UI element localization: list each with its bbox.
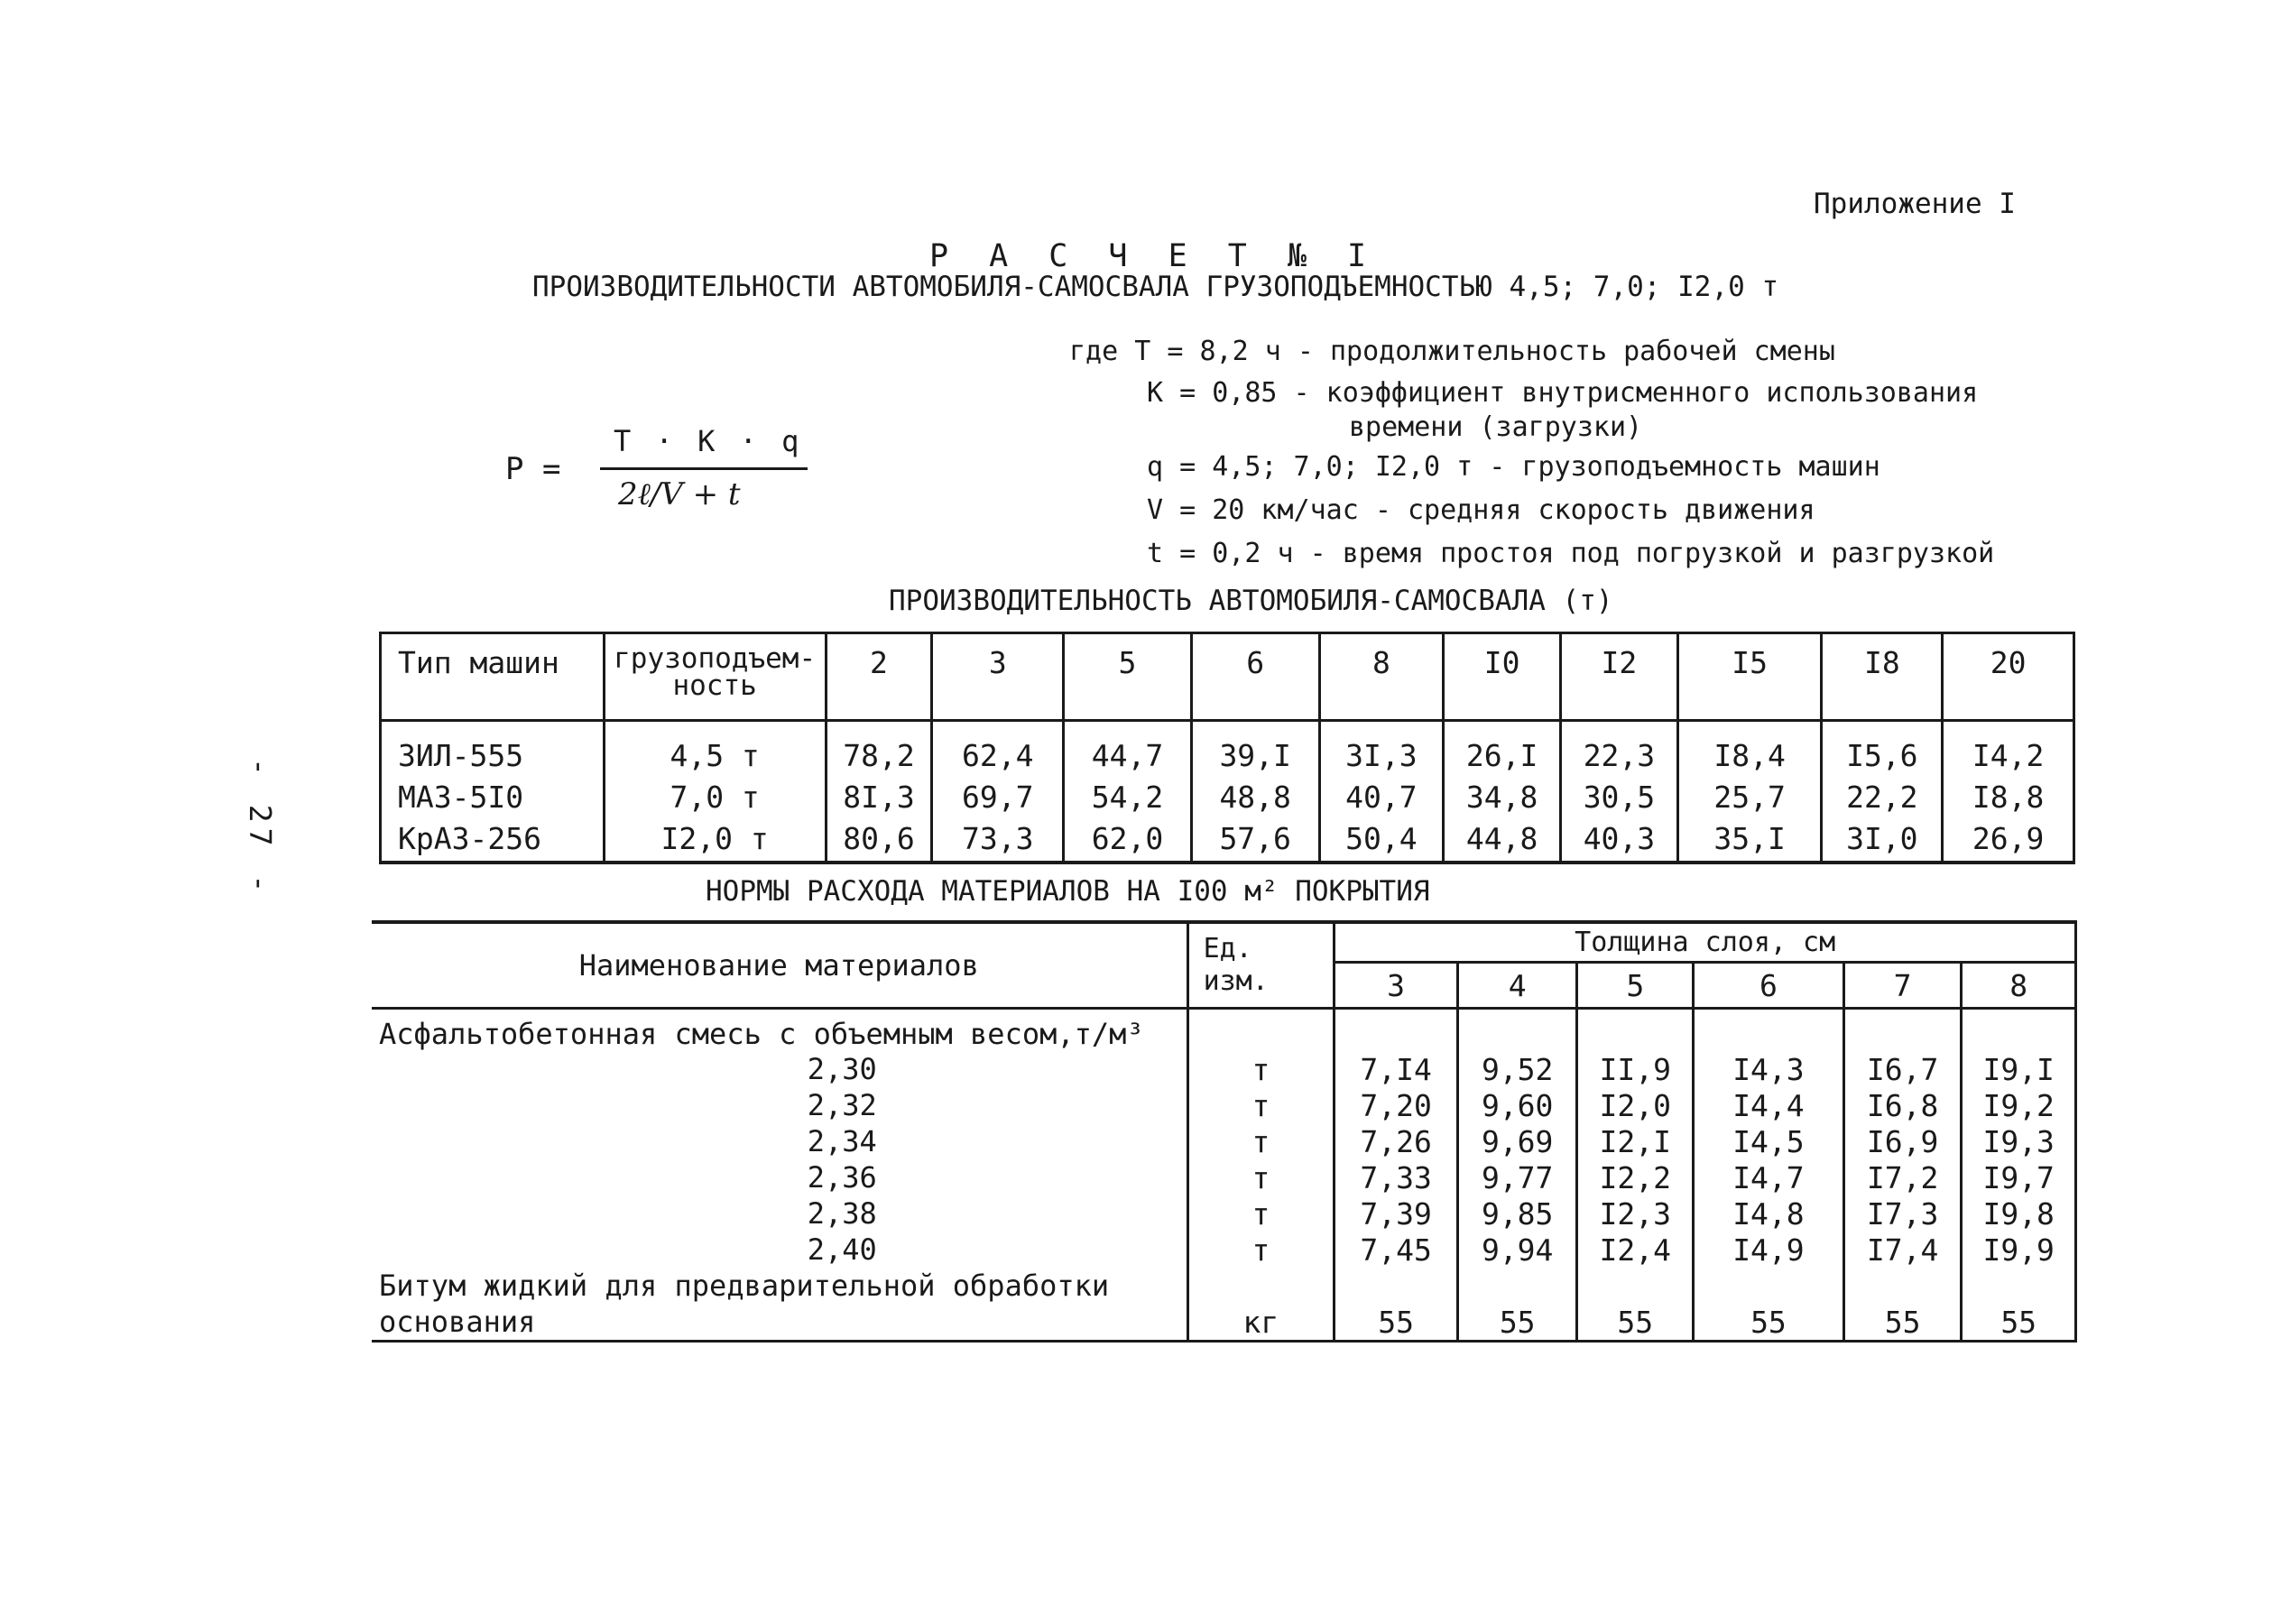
norm-cell: I6,8 bbox=[1843, 1087, 1962, 1123]
norm-cell: I6,9 bbox=[1843, 1123, 1962, 1159]
productivity-cell: 40,3 bbox=[1561, 817, 1678, 863]
table-row bbox=[381, 817, 2074, 863]
machine-capacity: I2,0 т bbox=[604, 817, 826, 863]
productivity-header-row bbox=[381, 633, 2074, 721]
table-row bbox=[381, 721, 2074, 777]
appendix-label: Приложение I bbox=[1814, 188, 2016, 220]
definition-q: q = 4,5; 7,0; I2,0 т - грузоподъемность машин bbox=[1147, 451, 1880, 483]
productivity-cell: 39,I bbox=[1191, 721, 1319, 777]
productivity-cell: 62,0 bbox=[1064, 817, 1192, 863]
materials-table-title: НОРМЫ РАСХОДА МАТЕРИАЛОВ НА I00 м² ПОКРЫТИЯ bbox=[706, 875, 1430, 908]
calc-title: Р А С Ч Е Т № I bbox=[929, 238, 1378, 274]
productivity-cell: I8,8 bbox=[1943, 776, 2074, 817]
productivity-cell: 35,I bbox=[1677, 817, 1822, 863]
formula-numerator: Т · К · q bbox=[614, 424, 803, 458]
header-distance: 8 bbox=[1319, 633, 1444, 721]
productivity-cell: 30,5 bbox=[1561, 776, 1678, 817]
productivity-cell: I5,6 bbox=[1822, 721, 1943, 777]
page-number: - 27 - bbox=[243, 758, 278, 899]
unit-cell: т bbox=[1187, 1087, 1335, 1123]
productivity-cell: 3I,0 bbox=[1822, 817, 1943, 863]
productivity-cell: 26,I bbox=[1444, 721, 1561, 777]
productivity-cell: I8,4 bbox=[1677, 721, 1822, 777]
norm-cell: 9,60 bbox=[1457, 1087, 1577, 1123]
norm-cell: I7,4 bbox=[1843, 1232, 1962, 1268]
header-distance: I5 bbox=[1677, 633, 1822, 721]
productivity-cell: 73,3 bbox=[932, 817, 1064, 863]
header-distance: 20 bbox=[1943, 633, 2074, 721]
bitumen-row-line1 bbox=[372, 1268, 2076, 1304]
thickness-value: 5 bbox=[1577, 963, 1694, 1009]
header-distance: 5 bbox=[1064, 633, 1192, 721]
norm-cell: I9,2 bbox=[1962, 1087, 2076, 1123]
asphalt-group-label: Асфальтобетонная смесь с объемным весом,т/м³ bbox=[379, 1017, 1144, 1051]
header-thickness: Толщина слоя, см bbox=[1335, 922, 2076, 963]
definition-K-cont: времени (загрузки) bbox=[1349, 411, 1643, 443]
definition-K: К = 0,85 - коэффициент внутрисменного использования bbox=[1147, 377, 1979, 409]
norm-cell: II,9 bbox=[1577, 1051, 1694, 1087]
formula-lhs: Р = bbox=[505, 451, 561, 487]
norm-cell: I4,4 bbox=[1694, 1087, 1844, 1123]
norm-cell: I9,8 bbox=[1962, 1195, 2076, 1232]
definition-t: t = 0,2 ч - время простоя под погрузкой и разгрузкой bbox=[1147, 538, 1995, 569]
fraction-bar bbox=[600, 467, 808, 470]
thickness-value: 6 bbox=[1694, 963, 1844, 1009]
table-row bbox=[381, 776, 2074, 817]
productivity-cell: 57,6 bbox=[1191, 817, 1319, 863]
machine-capacity: 7,0 т bbox=[604, 776, 826, 817]
unit-cell: т bbox=[1187, 1195, 1335, 1232]
header-capacity: грузоподъем- ность bbox=[604, 633, 826, 721]
norm-cell: 7,39 bbox=[1335, 1195, 1458, 1232]
density-value: 2,36 bbox=[807, 1160, 877, 1195]
norm-cell: 55 bbox=[1843, 1304, 1962, 1342]
productivity-table-title: ПРОИЗВОДИТЕЛЬНОСТЬ АВТОМОБИЛЯ-САМОСВАЛА (т) bbox=[889, 585, 1613, 617]
norm-cell: 9,69 bbox=[1457, 1123, 1577, 1159]
density-value: 2,34 bbox=[807, 1124, 877, 1158]
header-distance: I8 bbox=[1822, 633, 1943, 721]
unit-cell: т bbox=[1187, 1123, 1335, 1159]
unit-cell: т bbox=[1187, 1051, 1335, 1087]
density-value: 2,40 bbox=[807, 1232, 877, 1267]
table-row bbox=[372, 1087, 2076, 1123]
productivity-cell: 78,2 bbox=[826, 721, 932, 777]
density-value: 2,32 bbox=[807, 1088, 877, 1122]
norm-cell: I2,2 bbox=[1577, 1159, 1694, 1195]
productivity-cell: 22,3 bbox=[1561, 721, 1678, 777]
header-distance: I0 bbox=[1444, 633, 1561, 721]
header-distance: 3 bbox=[932, 633, 1064, 721]
norm-cell: 7,45 bbox=[1335, 1232, 1458, 1268]
norm-cell: 9,52 bbox=[1457, 1051, 1577, 1087]
bitumen-label-cont: основания bbox=[372, 1304, 1187, 1342]
table-row bbox=[372, 1232, 2076, 1268]
productivity-cell: 80,6 bbox=[826, 817, 932, 863]
productivity-table bbox=[379, 632, 2075, 864]
norm-cell: I7,3 bbox=[1843, 1195, 1962, 1232]
definition-T: где Т = 8,2 ч - продолжительность рабочей смены bbox=[1069, 336, 1835, 367]
productivity-cell: 54,2 bbox=[1064, 776, 1192, 817]
table-row bbox=[372, 1195, 2076, 1232]
norm-cell: 55 bbox=[1457, 1304, 1577, 1342]
thickness-value: 7 bbox=[1843, 963, 1962, 1009]
norm-cell: 7,33 bbox=[1335, 1159, 1458, 1195]
norm-cell: 9,85 bbox=[1457, 1195, 1577, 1232]
productivity-cell: 69,7 bbox=[932, 776, 1064, 817]
productivity-cell: 48,8 bbox=[1191, 776, 1319, 817]
norm-cell: I2,4 bbox=[1577, 1232, 1694, 1268]
unit-cell: т bbox=[1187, 1159, 1335, 1195]
productivity-cell: 3I,3 bbox=[1319, 721, 1444, 777]
norm-cell: 9,77 bbox=[1457, 1159, 1577, 1195]
norm-cell: I9,7 bbox=[1962, 1159, 2076, 1195]
unit-cell: т bbox=[1187, 1232, 1335, 1268]
norm-cell: 9,94 bbox=[1457, 1232, 1577, 1268]
productivity-cell: I4,2 bbox=[1943, 721, 2074, 777]
table-row bbox=[372, 1051, 2076, 1087]
productivity-cell: 44,7 bbox=[1064, 721, 1192, 777]
machine-name: ЗИЛ-555 bbox=[381, 721, 605, 777]
norm-cell: 55 bbox=[1335, 1304, 1458, 1342]
norm-cell: I2,3 bbox=[1577, 1195, 1694, 1232]
norm-cell: I9,9 bbox=[1962, 1232, 2076, 1268]
header-unit: Ед. изм. bbox=[1187, 922, 1335, 1009]
norm-cell: I4,8 bbox=[1694, 1195, 1844, 1232]
unit-cell: кг bbox=[1187, 1304, 1335, 1342]
header-material-name: Наименование материалов bbox=[372, 922, 1187, 1009]
materials-header-row bbox=[372, 922, 2076, 963]
table-row bbox=[372, 1159, 2076, 1195]
norm-cell: I4,5 bbox=[1694, 1123, 1844, 1159]
machine-capacity: 4,5 т bbox=[604, 721, 826, 777]
header-distance: 2 bbox=[826, 633, 932, 721]
norm-cell: I7,2 bbox=[1843, 1159, 1962, 1195]
productivity-cell: 44,8 bbox=[1444, 817, 1561, 863]
productivity-cell: 50,4 bbox=[1319, 817, 1444, 863]
norm-cell: I6,7 bbox=[1843, 1051, 1962, 1087]
header-machine-type: Тип машин bbox=[381, 633, 605, 721]
table-row bbox=[372, 1123, 2076, 1159]
materials-table bbox=[372, 920, 2077, 1343]
header-distance: 6 bbox=[1191, 633, 1319, 721]
formula-denominator: 2ℓ/V + t bbox=[618, 476, 741, 512]
density-value: 2,30 bbox=[807, 1052, 877, 1086]
density-value: 2,38 bbox=[807, 1196, 877, 1231]
productivity-cell: 40,7 bbox=[1319, 776, 1444, 817]
machine-name: КрАЗ-256 bbox=[381, 817, 605, 863]
definition-V: V = 20 км/час - средняя скорость движения bbox=[1147, 494, 1815, 526]
thickness-value: 8 bbox=[1962, 963, 2076, 1009]
norm-cell: 7,I4 bbox=[1335, 1051, 1458, 1087]
calc-subtitle: ПРОИЗВОДИТЕЛЬНОСТИ АВТОМОБИЛЯ-САМОСВАЛА ГРУЗОПОДЪЕМНОСТЬЮ 4,5; 7,0; I2,0 т bbox=[532, 271, 1779, 303]
norm-cell: 55 bbox=[1694, 1304, 1844, 1342]
norm-cell: 7,20 bbox=[1335, 1087, 1458, 1123]
norm-cell: I4,9 bbox=[1694, 1232, 1844, 1268]
thickness-value: 4 bbox=[1457, 963, 1577, 1009]
norm-cell: I4,3 bbox=[1694, 1051, 1844, 1087]
productivity-cell: 22,2 bbox=[1822, 776, 1943, 817]
norm-cell: I9,I bbox=[1962, 1051, 2076, 1087]
productivity-formula bbox=[505, 424, 830, 577]
norm-cell: I2,I bbox=[1577, 1123, 1694, 1159]
header-distance: I2 bbox=[1561, 633, 1678, 721]
machine-name: МАЗ-5I0 bbox=[381, 776, 605, 817]
norm-cell: I2,0 bbox=[1577, 1087, 1694, 1123]
norm-cell: 55 bbox=[1962, 1304, 2076, 1342]
norm-cell: 55 bbox=[1577, 1304, 1694, 1342]
norm-cell: I9,3 bbox=[1962, 1123, 2076, 1159]
productivity-cell: 62,4 bbox=[932, 721, 1064, 777]
norm-cell: I4,7 bbox=[1694, 1159, 1844, 1195]
asphalt-group-row bbox=[372, 1009, 2076, 1052]
productivity-cell: 8I,3 bbox=[826, 776, 932, 817]
thickness-value: 3 bbox=[1335, 963, 1458, 1009]
bitumen-label: Битум жидкий для предварительной обработки bbox=[379, 1269, 1110, 1303]
productivity-cell: 34,8 bbox=[1444, 776, 1561, 817]
norm-cell: 7,26 bbox=[1335, 1123, 1458, 1159]
bitumen-row bbox=[372, 1304, 2076, 1342]
productivity-cell: 25,7 bbox=[1677, 776, 1822, 817]
productivity-cell: 26,9 bbox=[1943, 817, 2074, 863]
